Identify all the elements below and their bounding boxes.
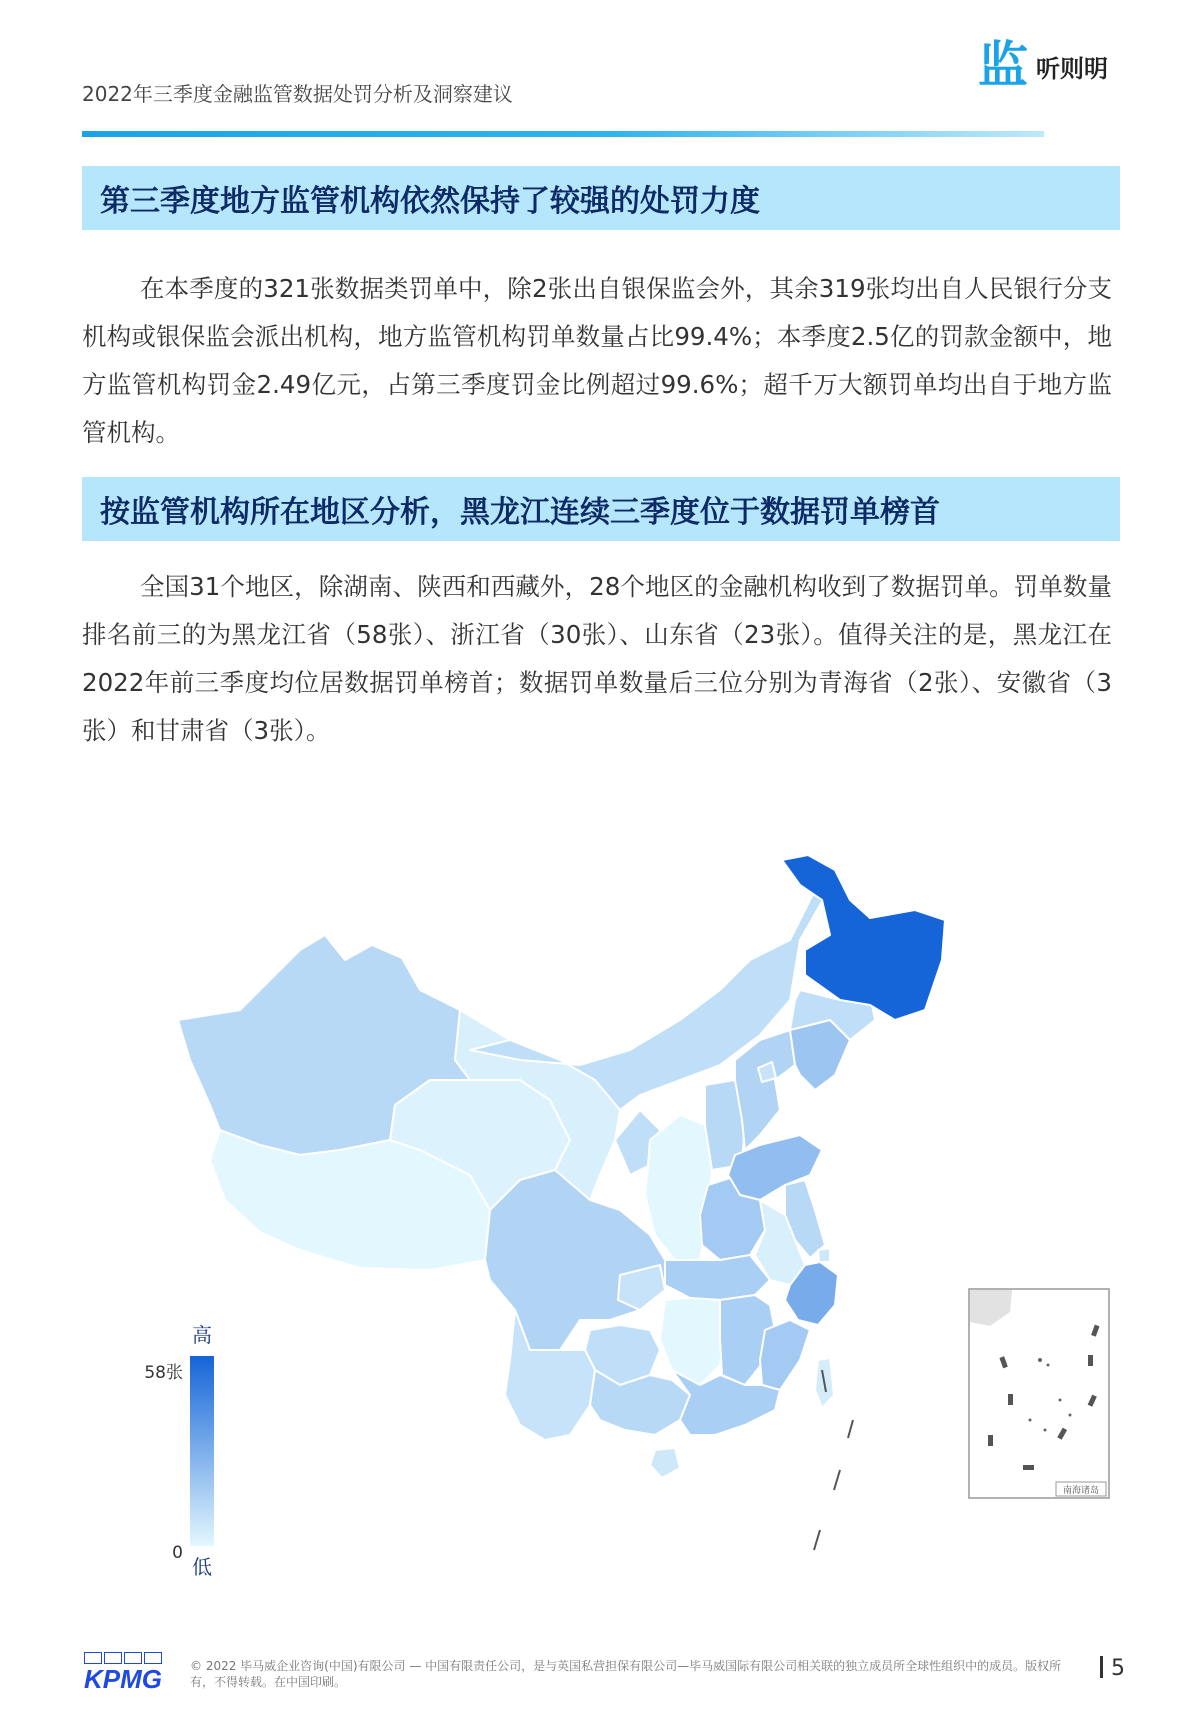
province-福建 [760,1320,810,1390]
report-title: 2022年三季度金融监管数据处罚分析及洞察建议 [82,82,513,106]
province-湖北 [665,1255,770,1300]
section-paragraph-1: 在本季度的321张数据类罚单中，除2张出自银保监会外，其余319张均出自人民银行分支机构或银保监会派出机构，地方监管机构罚单数量占比99.4%；本季度2.5亿的罚款金额中，地方监管机构罚金2.49亿元，占第三季度罚金比例超过99.6%；超千万大额罚单均出自于地方监管机构。 [82,274,1112,447]
legend-max-label: 58张 [144,1363,183,1383]
sea-boundary-dash [814,1530,820,1550]
legend-min-label: 0 [172,1543,183,1563]
province-湖南 [660,1298,725,1385]
province-海南 [650,1448,680,1478]
province-上海 [818,1248,830,1262]
sea-boundary-dash [848,1420,853,1438]
copyright-notice: © 2022 毕马威企业咨询(中国)有限公司 — 中国有限责任公司，是与英国私营担保有限公司—毕马威国际有限公司相关联的独立成员所全球性组织中的成员。版权所有，不得转载。在中国印刷。 [190,1659,1062,1689]
legend-high-label: 高 [192,1323,212,1347]
province-广西 [590,1370,690,1435]
brand-name: 听则明 [1036,55,1108,83]
south-china-sea-inset [969,1289,1109,1498]
province-四川 [485,1170,665,1350]
inset-label: 南海诸岛 [1062,1486,1100,1496]
color-legend [144,1323,214,1579]
brand-logo: 监 [978,36,1028,94]
section-heading-1: 第三季度地方监管机构依然保持了较强的处罚力度 [82,166,1120,230]
legend-low-label: 低 [192,1555,212,1579]
legend-gradient-bar [190,1356,214,1546]
section-heading-2: 按监管机构所在地区分析，黑龙江连续三季度位于数据罚单榜首 [82,477,1120,541]
page-number: 5 [1100,1656,1125,1681]
kpmg-logo: KPMG [84,1652,164,1692]
section-paragraph-2: 全国31个地区，除湖南、陕西和西藏外，28个地区的金融机构收到了数据罚单。罚单数量排名前三的为黑龙江省（58张）、浙江省（30张）、山东省（23张）。值得关注的是，黑龙江在2022年前三季度均位居数据罚单榜首；数据罚单数量后三位分别为青海省（2张）、安徽省（3张）和甘肃省（3张）。 [82,572,1112,745]
sea-boundary-dash [834,1470,840,1490]
